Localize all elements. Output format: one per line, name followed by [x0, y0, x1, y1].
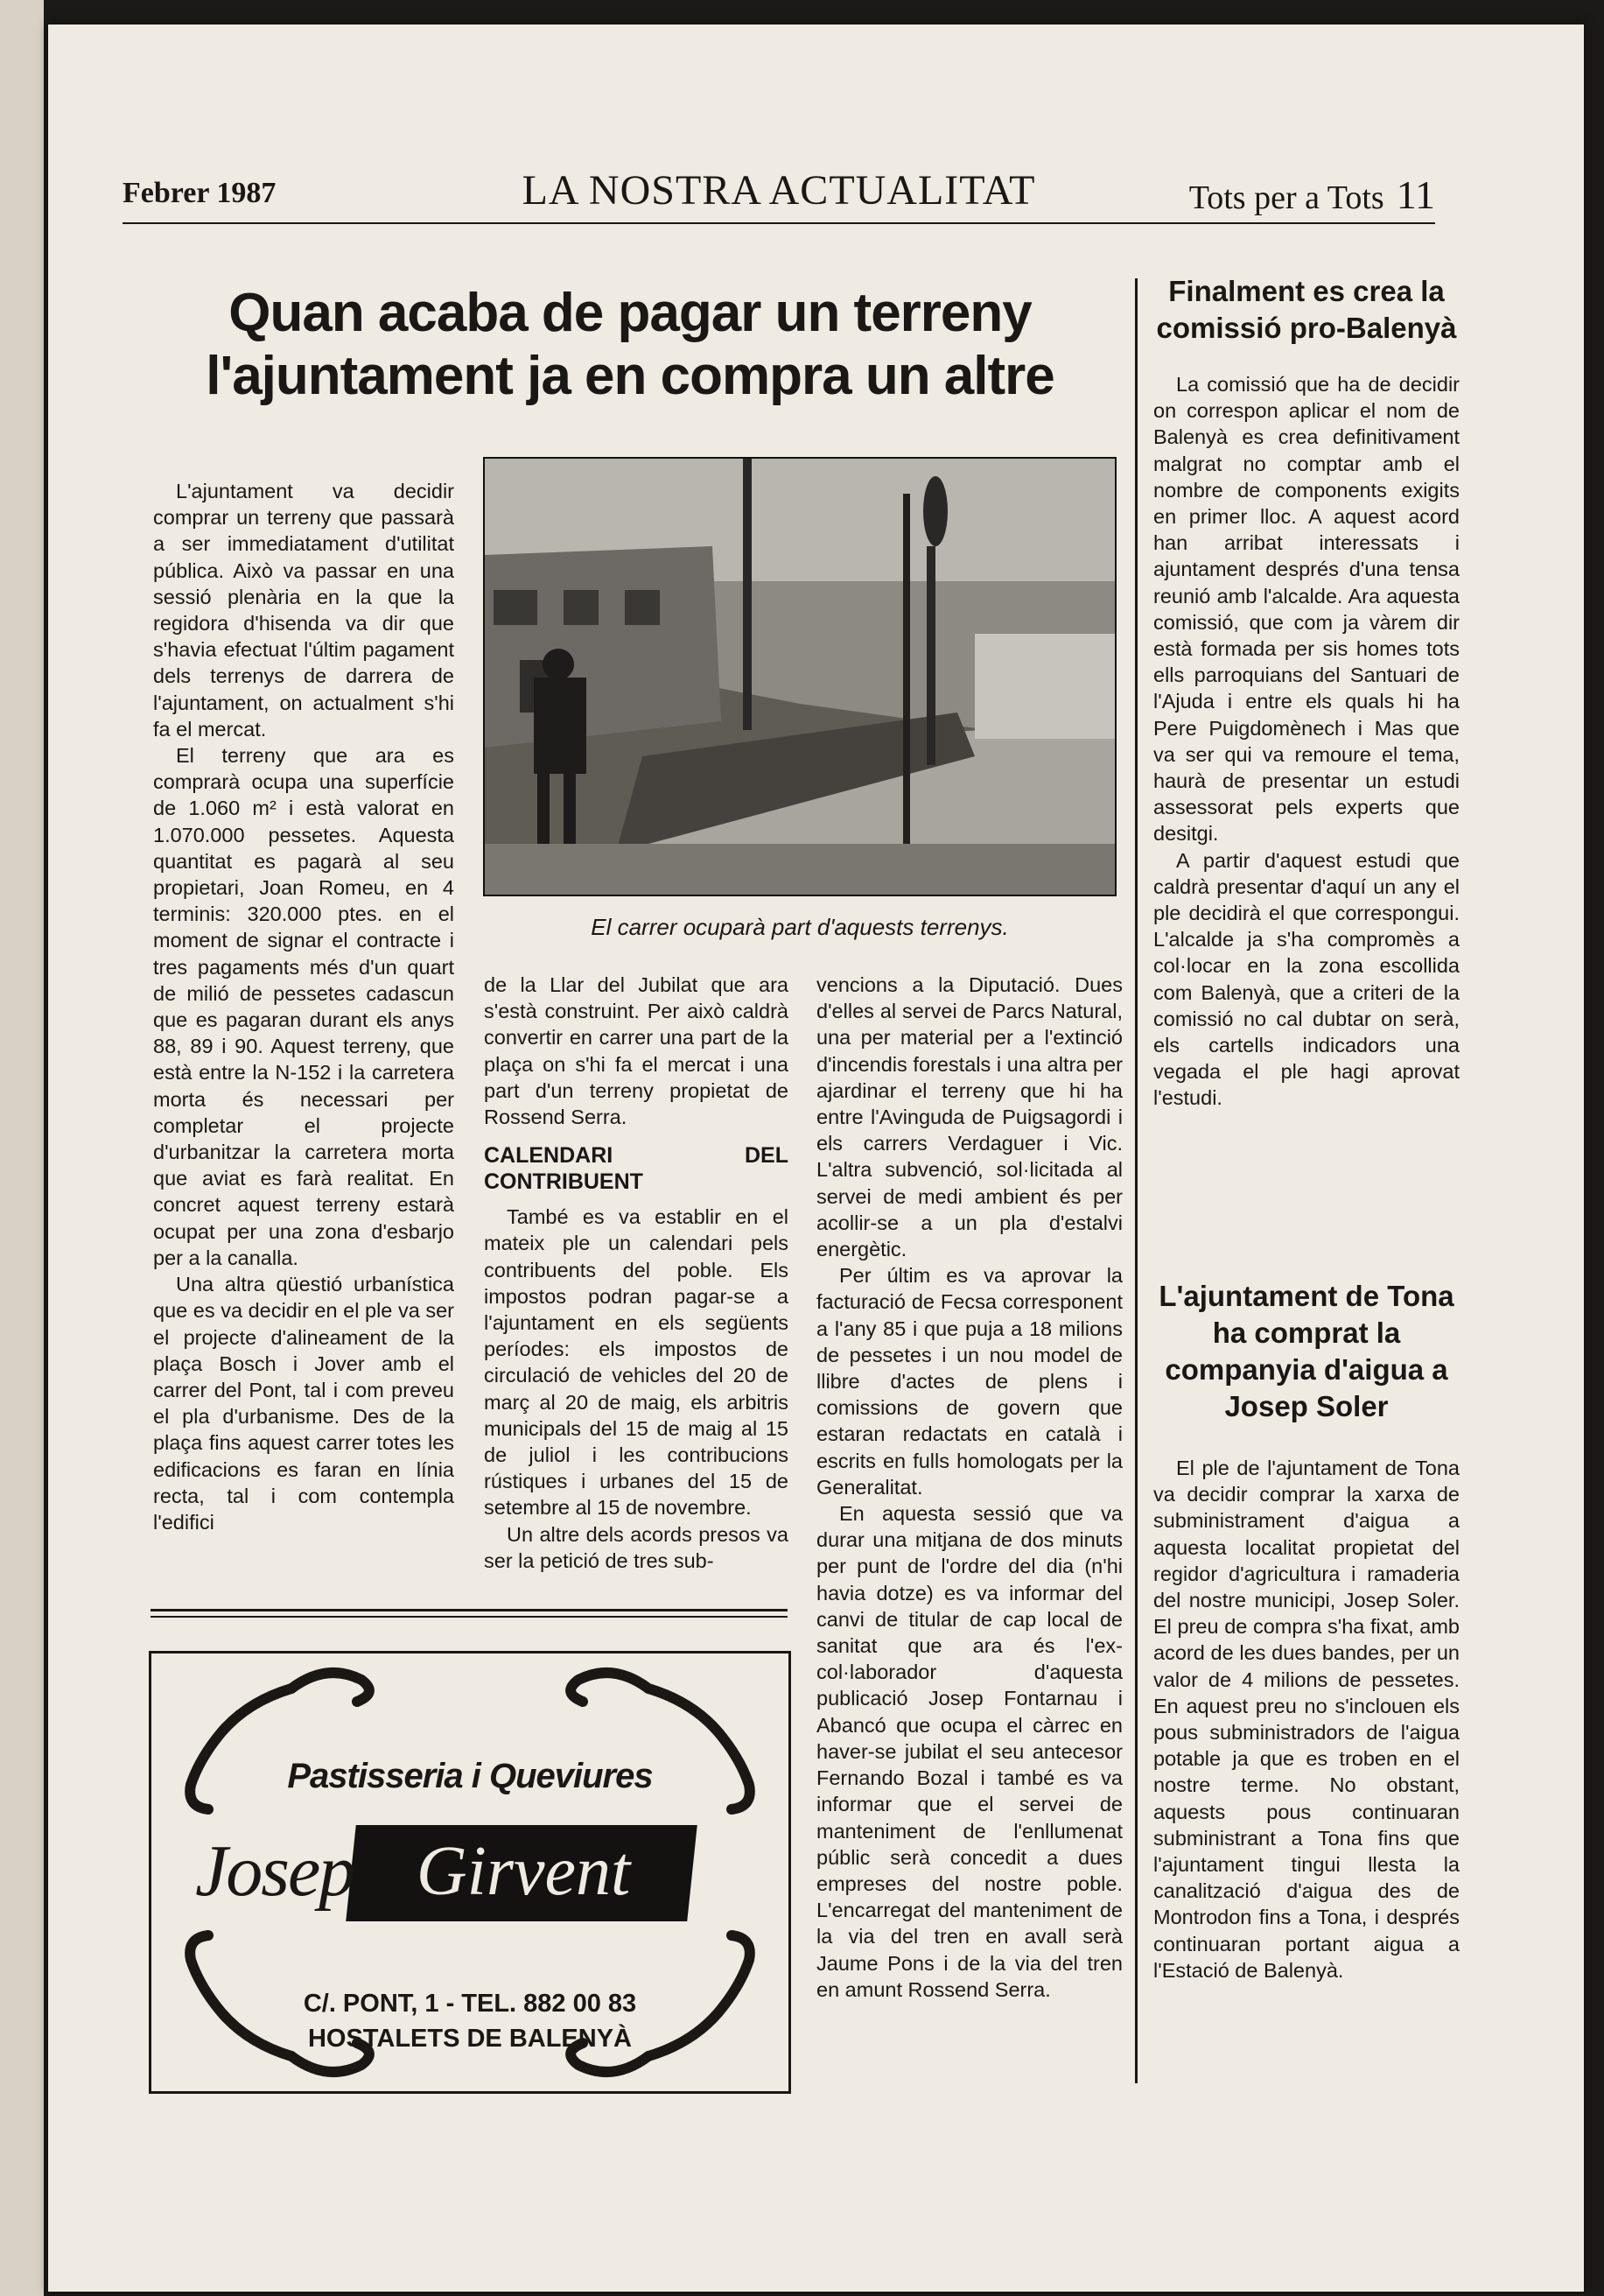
column-divider: [1135, 278, 1138, 2083]
section-divider-thin: [151, 1616, 788, 1618]
binding-edge: [0, 0, 44, 2296]
main-headline: Quan acaba de pagar un terreny l'ajuntament ja en compra un altre: [206, 283, 1054, 406]
street-photo: [483, 457, 1117, 896]
issue-date: Febrer 1987: [123, 177, 277, 209]
publication-title: Tots per a Tots: [1188, 179, 1384, 216]
publication-name: [1189, 172, 1435, 218]
paragraph: vencions a la Diputació. Dues d'elles al servei de Parcs Natural, una per material per a l'extinció d'incendis forestals i una altra per ajardinar el terreny que hi ha entre l'Avinguda de Puigsagordi i els carrers Verdaguer i Vic. L'altra subvenció, sol·licitada al servei de medi ambient és per acollir-se a un pla d'estalvi energètic.: [816, 973, 1123, 1261]
side-article-title: L'ajuntament de Tona ha comprat la companyia d'aigua a Josep Soler: [1159, 1280, 1454, 1422]
paragraph: Per últim es va aprovar la facturació de Fecsa corresponent a l'any 85 i que puja a 18 milions de pessetes i un nou model de llibre d'actes de plens i comissions de govern que estaran redactats en català i escrits en fulls homologats per la Generalitat.: [816, 1264, 1123, 1499]
advertisement-box: [149, 1651, 791, 2094]
paragraph: El ple de l'ajuntament de Tona va decidir comprar la xarxa de subministrament d'aigua a aquesta localitat propietat del regidor d'agricultura i ramaderia del nostre municipi, Josep Soler. El preu de compra s'ha fixat, amb acord de les dues bandes, per un valor de 4 milions de pessetes. En aquest preu no s'inclouen els pous subministradors de l'aigua potable ja que es troben en el nostre terme. No obstant, aquests pous continuaran subministrant a Tona fins que l'ajuntament tingui llesta la canalització d'aigua des de Montrodon fins a Tona, i després continuaran portant aigua a l'Estació de Balenyà.: [1153, 1457, 1460, 1982]
section-title: LA NOSTRA ACTUALITAT: [522, 167, 1036, 214]
ad-address-block: [151, 1986, 788, 2056]
subheading: CALENDARI DEL CONTRIBUENT: [484, 1143, 788, 1195]
ad-name-first: Josep: [195, 1830, 354, 1912]
page-number: 11: [1396, 172, 1435, 217]
paragraph: de la Llar del Jubilat que ara s'està construint. Per això caldrà convertir en carrer una part de la plaça on s'hi fa el mercat i una part d'un terreny propietat de Rossend Serra.: [484, 973, 788, 1129]
paragraph: La comissió que ha de decidir on correspon aplicar el nom de Balenyà es crea definitivament malgrat no comptar amb el nombre de components exigits en primer lloc. A aquest acord han arribat interessats i ajuntament després d'una tensa reunió amb l'alcalde. Ara aquesta comissió, que com ja vàrem dir està formada per sis homes tots ells parroquians del Santuari de l'Ajuda i entre els quals hi ha Pere Puigdomènech i Mas que va ser qui va remoure el tema, haurà de presentar un estudi assessorat pels experts que desitgi.: [1153, 373, 1460, 846]
paragraph: A partir d'aquest estudi que caldrà presentar d'aquí un any el ple decidirà el que correspongui. L'alcalde ja s'ha compromès a col·locar en la zona escollida com Balenyà, que a criteri de la comissió no cal dubtar on serà, els cartells indicadors una vegada el ple hagi aprovat l'estudi.: [1153, 848, 1460, 1110]
ad-business-type: Pastisseria i Queviures: [287, 1757, 653, 1795]
side-article-tona: [1153, 1278, 1460, 1984]
paragraph: El terreny que ara es comprarà ocupa una superfície de 1.060 m² i està valorat en 1.070.000 pessetes. Aquesta quantitat es pagarà al seu propietari, Joan Romeu, en 4 terminis: 320.000 ptes. en el moment de signar el contracte i tres pagaments més d'un quart de milió de pessetes cadascun que es pagaran durant els anys 88, 89 i 90. Aquest terreny, que està entre la N-152 i la carretera morta és necessari per completar el projecte d'urbanitzar la carretera morta que aviat es farà realitat. En concret aquest terreny estarà ocupat per una zona d'esbarjo per a la canalla.: [153, 744, 454, 1269]
side-article-body: [1153, 371, 1460, 1112]
paragraph: Una altra qüestió urbanística que es va decidir en el ple va ser el projecte d'alineament de la plaça Bosch i Jover amb el carrer del Pont, tal i com preveu el pla d'urbanisme. Des de la plaça fins aquest carrer totes les edificacions es faran en línia recta, tal i com contempla l'edifici: [153, 1273, 454, 1534]
article-column-3: [816, 972, 1123, 2003]
street-photo-image: [485, 459, 1115, 895]
paragraph: L'ajuntament va decidir comprar un terreny que passarà a ser immediatament d'utilitat pública. Això va passar en una sessió plenària en la que la regidora d'hisenda va dir que s'havia efectuat l'últim pagament dels terrenys de darrera de l'ajuntament, on actualment s'hi fa el mercat.: [153, 480, 454, 741]
side-article-body: [1153, 1455, 1460, 1984]
article-column-2: [484, 972, 788, 1574]
paragraph: També es va establir en el mateix ple un calendari pels contribuents del poble. Els impostos podran pagar-se a l'ajuntament en els següents períodes: els impostos de circulació de vehicles del 20 de març al 20 de maig, els arbitris municipals del 15 de maig al 15 de juliol i les contribucions rústiques i urbanes del 15 de setembre al 15 de novembre.: [484, 1205, 788, 1520]
ad-address: C/. PONT, 1 - TEL. 882 00 83: [303, 1990, 637, 2018]
photo-caption: El carrer ocuparà part d'aquests terrenys.: [591, 914, 1009, 940]
section-divider: [151, 1609, 788, 1611]
paragraph: En aquesta sessió que va durar una mitjana de dos minuts per punt de l'ordre del dia (n'hi havia dotze) es va informar del canvi de titular de cap local de sanitat que ara és l'ex-col·laborador d'aquesta publicació Josep Fontarnau i Abancó que ocupa el càrrec en haver-se jubilat el seu antecesor Fernando Bozal i també es va informar que el servei de manteniment de l'enllumenat públic serà concedit a dues empreses del nostre poble. L'encarregat del manteniment de la via del tren en avall serà Jaume Pons i de la via del tren en amunt Rossend Serra.: [816, 1502, 1123, 2001]
side-article-title: Finalment es crea la comissió pro-Balenyà: [1156, 275, 1457, 344]
article-column-1: [153, 478, 454, 1535]
ad-town: HOSTALETS DE BALENYÀ: [307, 2025, 633, 2053]
paragraph: Un altre dels acords presos va ser la petició de tres sub-: [484, 1522, 788, 1572]
side-article-balenya: [1153, 273, 1460, 1112]
ad-name-last: Girvent: [416, 1833, 631, 1910]
page-header: [123, 147, 1435, 224]
